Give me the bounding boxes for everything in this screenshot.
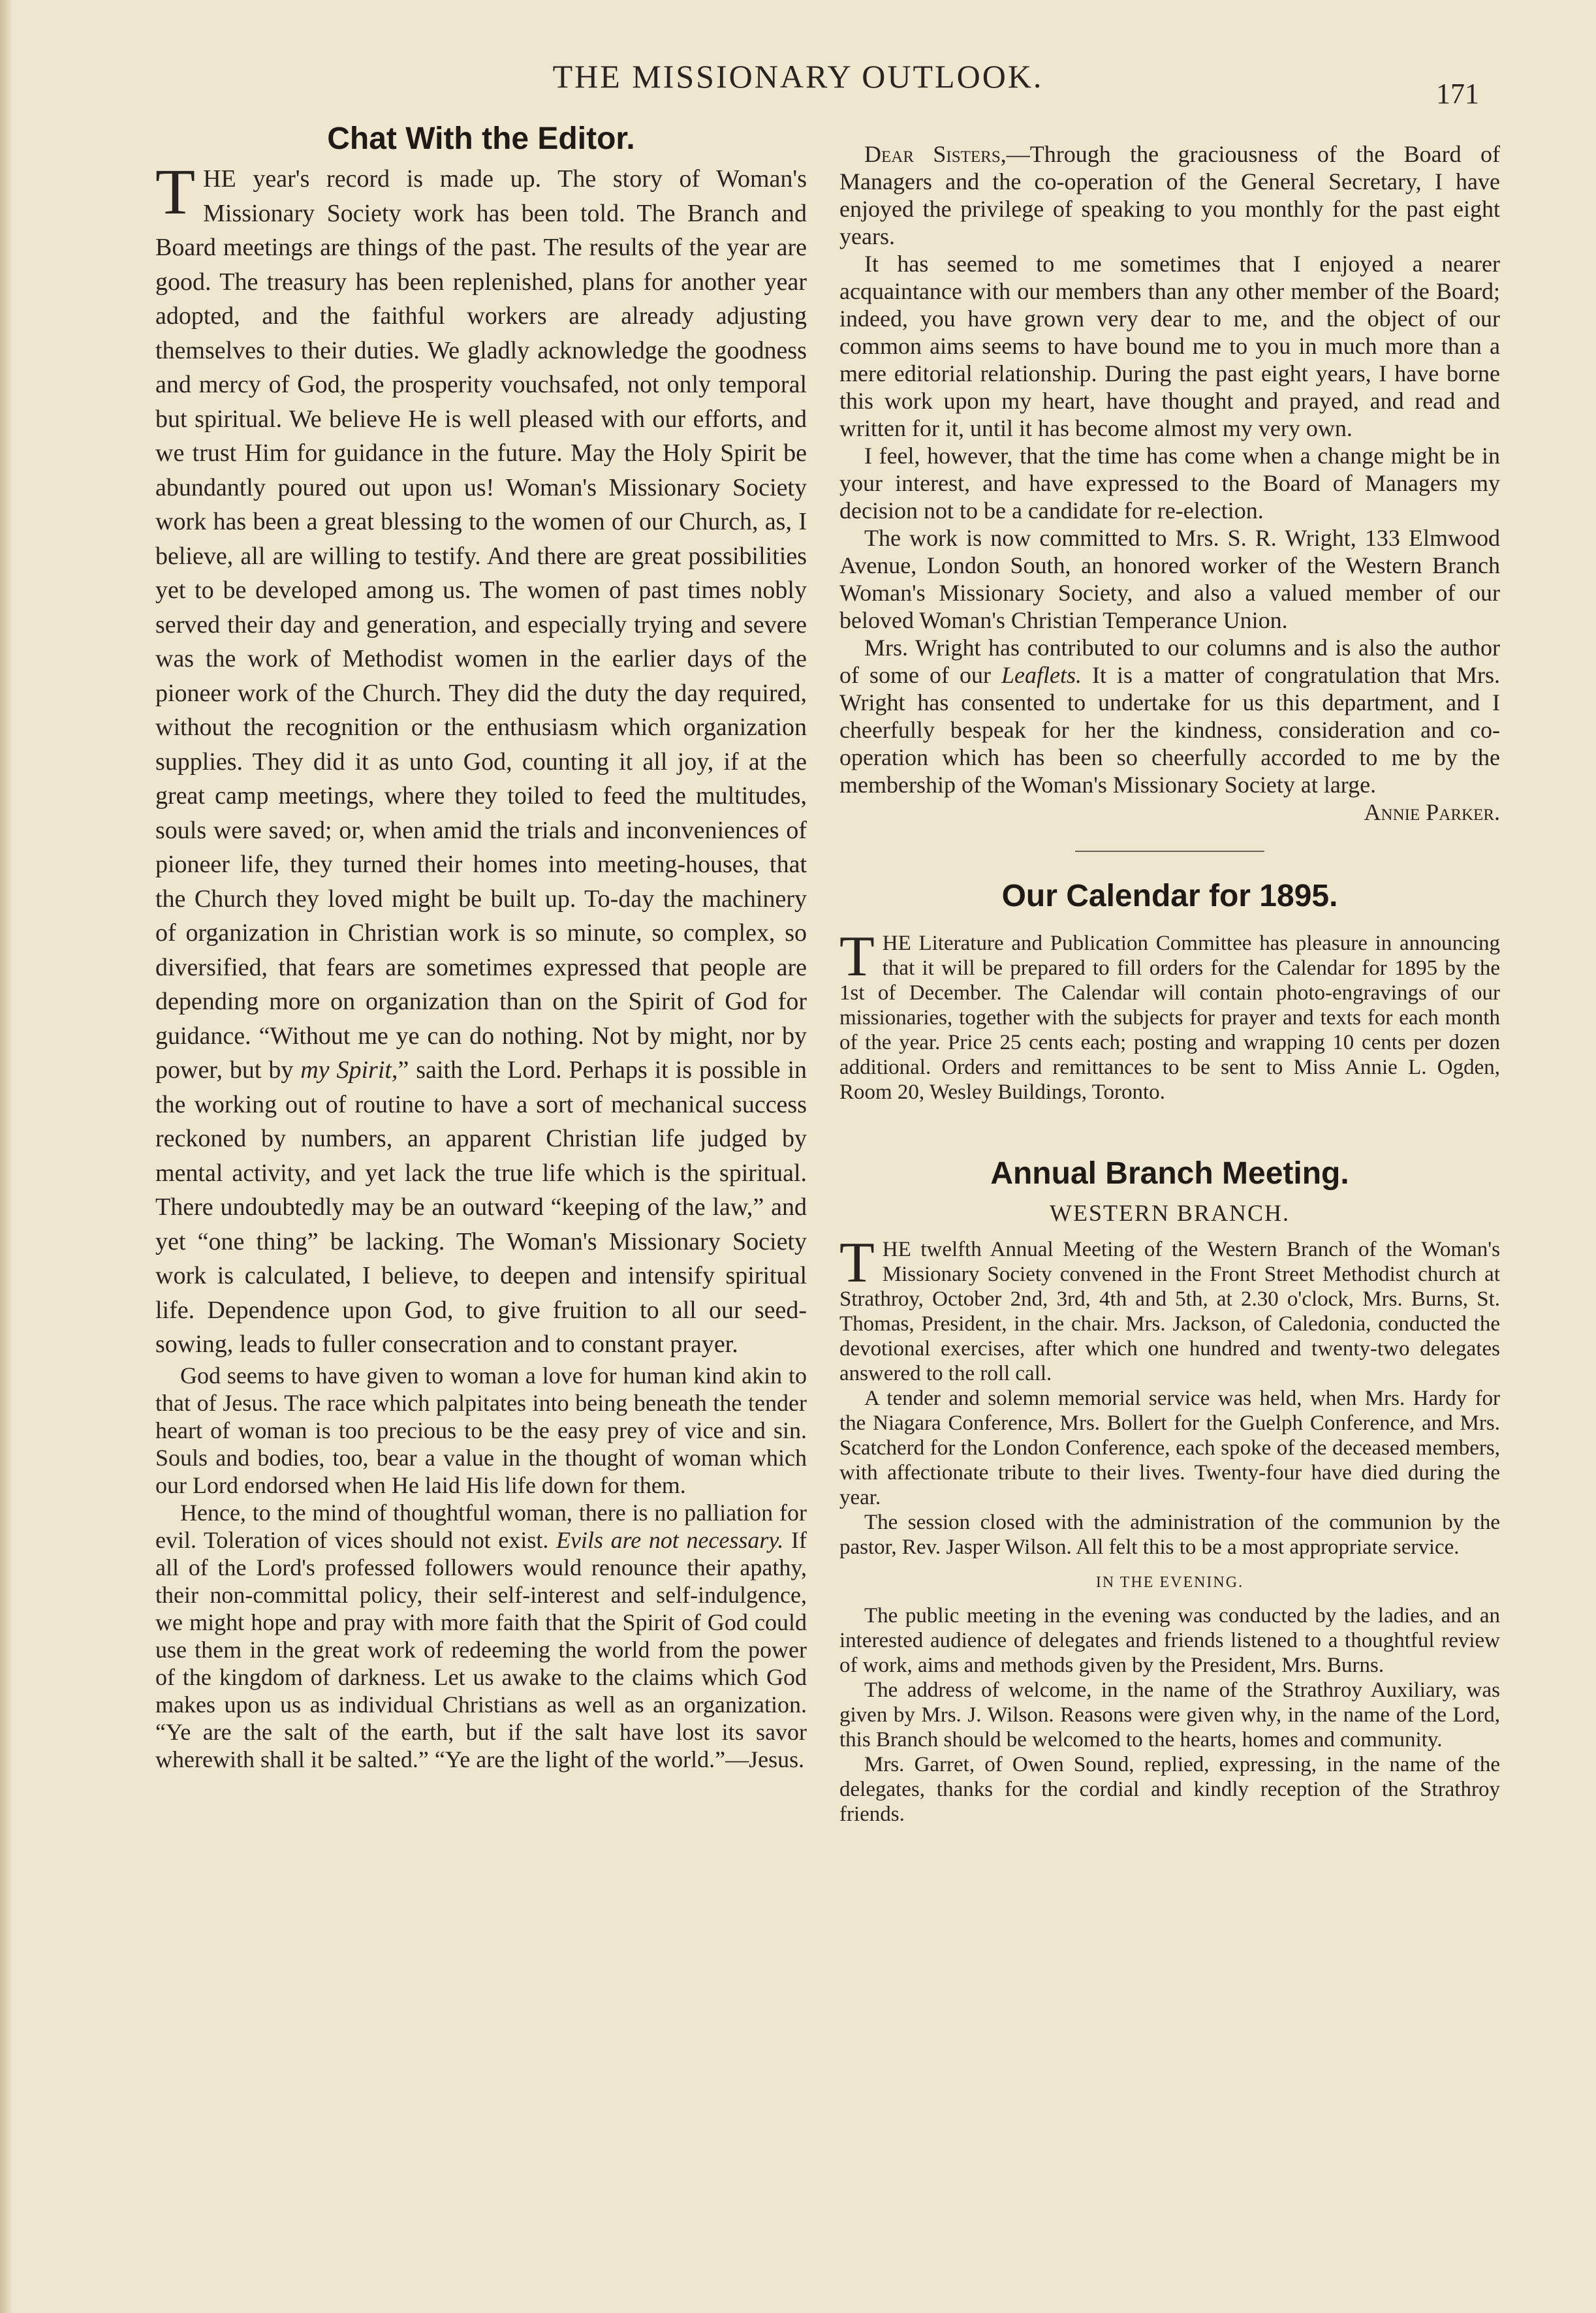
dropcap: T [839, 925, 875, 988]
branch-subtitle: WESTERN BRANCH. [1049, 1200, 1290, 1226]
branch-paragraph-4: The public meeting in the evening was conducted by the ladies, and an interested audience of delegates and friends listened to a thoughtful review of work, aims and methods given by the President, Mrs. Burns. [839, 1604, 1500, 1677]
letter-p5-italic: Leaflets. [1001, 662, 1082, 688]
branch-paragraph-3: The session closed with the administration of the communion by the pastor, Rev. Jasper Wilson. All felt this to be a most appropriate service. [839, 1511, 1500, 1559]
letter-p1: —Through the graciousness of the Board of Managers and the co-operation of the General Secretary, I have enjoyed the privilege of speaking to you monthly for the past eight years. [839, 141, 1500, 249]
letter-paragraph-5 [839, 634, 1500, 798]
dropcap: T [839, 1231, 875, 1295]
letter-p5-tail: It is a matter of congratulation that Mrs. Wright has consented to undertake for us this department, and I cheerfully bespeak for her the kindness, consideration and co-operation which has been so cheerfully accorded to me by the membership of the Woman's Missionary Society at large. [839, 662, 1500, 798]
chat-title: Chat With the Editor. [327, 121, 635, 156]
chat-paragraph-3 [155, 1499, 807, 1773]
letter-salutation: Dear Sisters, [864, 141, 1007, 167]
dropcap: T [155, 155, 196, 228]
branch-title: Annual Branch Meeting. [990, 1156, 1349, 1191]
chat-p3-lead: Hence, to the mind of thoughtful woman, there is no palliation for evil. Toleration of vices should not exist. [155, 1499, 807, 1553]
branch-p1: HE twelfth Annual Meeting of the Western Branch of the Woman's Missionary Society convened in the Front Street Methodist church at Strathroy, October 2nd, 3rd, 4th and 5th, at 2.30 o'clock, Mrs. Burns, St. Thomas, President, in the chair. Mrs. Jackson, of Caledonia, conducted the devotional exercises, after which one hundred and twenty-two delegates answered to the roll call. [839, 1238, 1500, 1385]
chat-p3-tail: If all of the Lord's professed followers would renounce their apathy, their non-committal policy, their self-interest and self-indulgence, we might hope and pray with more faith that the Spirit of God could use them in the great work of redeeming the world from the power of the kingdom of darkness. Let us awake to the claims which God makes upon us as individual Christians as well as an organization. “Ye are the salt of the earth, but if the salt have lost its savor wherewith shall it be salted.” “Ye are the light of the world.”—Jesus. [155, 1526, 807, 1772]
letter-signature: Annie Parker. [1364, 799, 1500, 825]
letter-paragraph-2: It has seemed to me sometimes that I enjoyed a nearer acquaintance with our members than any other member of the Board; indeed, you have grown very dear to me, and the object of our common aims seems to have bound me to you in much more than a mere editorial relationship. During the past eight years, I have borne this work upon my heart, have thought and prayed, and read and written for it, until it has become almost my very own. [839, 251, 1500, 441]
evening-heading: IN THE EVENING. [1095, 1574, 1244, 1591]
calendar-body: HE Literature and Publication Committee has pleasure in announcing that it will be prepared to fill orders for the Calendar for 1895 by the 1st of December. The Calendar will contain photo-engravings of our missionaries, together with the subjects for prayer and texts for each month of the year. Price 25 cents each; posting and wrapping 10 cents per dozen additional. Orders and remittances to be sent to Miss Annie L. Ogden, Room 20, Wesley Buildings, Toronto. [839, 932, 1500, 1104]
branch-paragraph-5: The address of welcome, in the name of the Strathroy Auxiliary, was given by Mrs. J. Wilson. Reasons were given why, in the name of the Lord, this Branch should be welcomed to the hearts, homes and community. [839, 1678, 1500, 1752]
section-divider [1075, 851, 1264, 852]
letter-p5-lead: Mrs. Wright has contributed to our columns and is also the author of some of our [839, 635, 1500, 688]
chat-paragraph-2: God seems to have given to woman a love for human kind akin to that of Jesus. The race which palpitates into being beneath the tender heart of woman is too precious to be the easy prey of vice and sin. Souls and bodies, too, bear a value in the thought of woman which our Lord endorsed when He laid His life down for them. [155, 1362, 807, 1498]
branch-paragraph-2: A tender and solemn memorial service was held, when Mrs. Hardy for the Niagara Conference, Mrs. Bollert for the Guelph Conference, and Mrs. Scatcherd for the London Conference, each spoke of the deceased members, with affectionate tribute to their lives. Twenty-four have died during the year. [839, 1387, 1500, 1509]
page-edge [0, 0, 13, 2313]
page-number: 171 [1436, 78, 1479, 110]
chat-p1-italic: my Spirit, [300, 1056, 398, 1084]
letter-paragraph-4: The work is now committed to Mrs. S. R. Wright, 133 Elmwood Avenue, London South, an honored worker of the Western Branch Woman's Missionary Society, and also a valued member of our beloved Woman's Christian Temperance Union. [839, 525, 1500, 633]
calendar-title: Our Calendar for 1895. [1001, 879, 1338, 913]
chat-paragraph-1 [155, 155, 807, 1362]
branch-paragraph-1 [839, 1231, 1500, 1386]
chat-p1-lead: HE year's record is made up. The story of Woman's Missionary Society work has been told. The Branch and Board meetings are things of the past. The results of the year are good. The treasury has been replenished, plans for another year adopted, and the faithful workers are already adjusting themselves to their duties. We gladly acknowledge the goodness and mercy of God, the prosperity vouchsafed, not only temporal but spiritual. We believe He is well pleased with our efforts, and we trust Him for guidance in the future. May the Holy Spirit be abundantly poured out upon us! Woman's Missionary Society work has been a great blessing to the women of our Church, as, I believe, all are willing to testify. And there are great possibilities yet to be developed among us. The women of past times nobly served their day and generation, and especially trying and severe was the work of Methodist women in the earlier days of the pioneer work of the Church. They did the duty the day required, without the recognition or the enthusiasm which organization supplies. They did it as unto God, counting it all joy, if at the great camp meetings, where they toiled to feed the multitudes, souls were saved; or, when amid the trials and inconveniences of pioneer life, they turned their homes into meeting-houses, that the Church they loved might be built up. To-day the machinery of organization in Christian work is so minute, so complex, so diversified, that fears are sometimes expressed that people are depending more on organization than on the Spirit of God for guidance. “Without me ye can do nothing. Not by might, nor by power, but by [155, 165, 807, 1084]
right-column [839, 121, 1500, 1827]
chat-p3-italic: Evils are not necessary. [555, 1526, 784, 1553]
calendar-paragraph [839, 925, 1500, 1105]
branch-paragraph-6: Mrs. Garret, of Owen Sound, replied, expressing, in the name of the delegates, thanks for the cordial and kindly reception of the Strathroy friends. [839, 1753, 1500, 1826]
left-column [155, 121, 807, 1773]
letter-paragraph-1 [839, 140, 1500, 250]
letter-paragraph-3: I feel, however, that the time has come when a change might be in your interest, and have expressed to the Board of Managers my decision not to be a candidate for re-election. [839, 443, 1500, 524]
chat-p1-tail: ” saith the Lord. Perhaps it is possible in the working out of routine to have a sort of mechanical success reckoned by numbers, an apparent Christian life judged by mental activity, and yet lack the true life which is the spiritual. There undoubtedly may be an outward “keeping of the law,” and yet “one thing” be lacking. The Woman's Missionary Society work is calculated, I believe, to deepen and intensify spiritual life. Dependence upon God, to give fruition to all our seed-sowing, leads to fuller consecration and to constant prayer. [155, 1056, 807, 1358]
running-header: THE MISSIONARY OUTLOOK. [552, 58, 1044, 95]
